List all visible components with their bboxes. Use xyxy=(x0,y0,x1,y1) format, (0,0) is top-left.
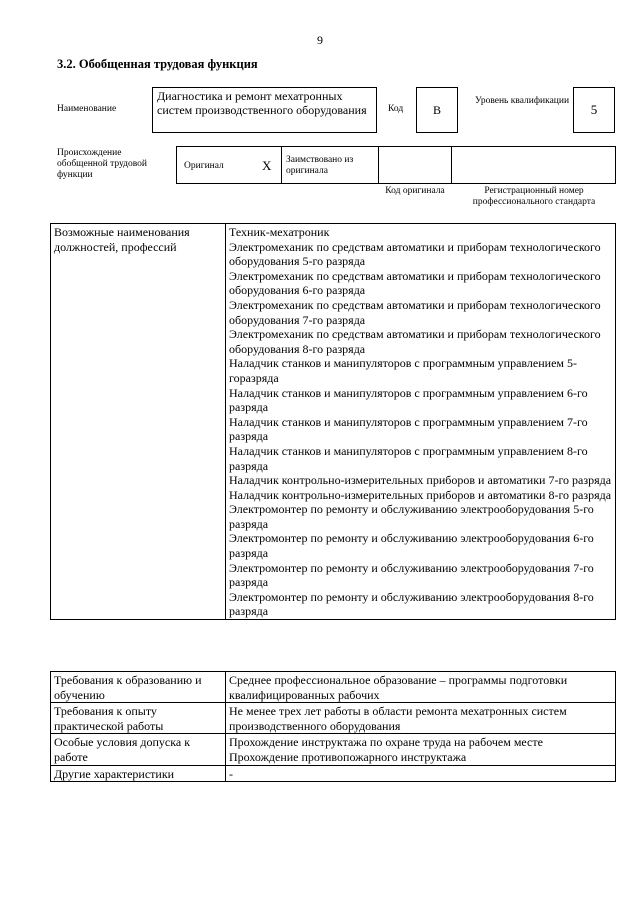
code-label: Код xyxy=(388,104,404,114)
position-item: Наладчик контрольно-измерительных приборов и автоматики 8-го разряда xyxy=(229,487,612,502)
code-original-caption: Код оригинала xyxy=(385,186,445,196)
requirement-label: Требования к образованию и обучению xyxy=(51,672,226,703)
positions-label: Возможные наименования должностей, профессий xyxy=(51,224,226,620)
position-item: Техник-мехатроник xyxy=(229,225,330,239)
position-item: Электромеханик по средствам автоматики и приборам технологического оборудования 7-го разряда xyxy=(229,297,601,327)
position-item: Наладчик станков и манипуляторов с программным управлением 8-го разряда xyxy=(229,443,588,473)
requirement-value-line: Среднее профессиональное образование – программы подготовки квалифицированных рабочих xyxy=(229,673,568,702)
position-item: Электромонтер по ремонту и обслуживанию электрооборудования 7-го разряда xyxy=(229,560,594,590)
level-value: 5 xyxy=(590,102,598,117)
level-value-box xyxy=(573,87,615,133)
original-label: Оригинал xyxy=(184,161,224,171)
requirement-value xyxy=(226,672,616,703)
requirement-value xyxy=(226,765,616,782)
table-row xyxy=(51,734,616,765)
position-item: Наладчик станков и манипуляторов с программным управлением 6-го разряда xyxy=(229,385,588,415)
position-item: Электромонтер по ремонту и обслуживанию электрооборудования 5-го разряда xyxy=(229,502,594,531)
original-mark: X xyxy=(262,158,272,173)
position-item: Электромонтер по ремонту и обслуживанию электрооборудования 6-го разряда xyxy=(229,531,594,561)
page-number: 9 xyxy=(317,33,323,47)
requirement-label: Другие характеристики xyxy=(51,765,226,782)
origin-divider-2 xyxy=(378,146,379,184)
position-item: Электромеханик по средствам автоматики и приборам технологического оборудования 8-го разряда xyxy=(229,327,601,356)
reg-number-caption: Регистрационный номер профессионального стандарта xyxy=(472,186,596,207)
name-value: Диагностика и ремонт мехатронных систем производственного оборудования xyxy=(157,89,367,117)
requirement-label: Требования к опыту практической работы xyxy=(51,703,226,734)
requirement-label: Особые условия допуска к работе xyxy=(51,734,226,765)
position-item: Наладчик станков и манипуляторов с программным управлением 5-горазряда xyxy=(229,356,578,385)
origin-divider-3 xyxy=(451,146,452,184)
position-item: Электромонтер по ремонту и обслуживанию электрооборудования 8-го разряда xyxy=(229,589,594,619)
position-item: Электромеханик по средствам автоматики и приборам технологического оборудования 5-го разряда xyxy=(229,239,601,269)
position-item: Наладчик контрольно-измерительных приборов и автоматики 7-го разряда xyxy=(229,473,612,488)
table-row xyxy=(51,703,616,734)
positions-table xyxy=(50,223,616,620)
code-value-box xyxy=(416,87,458,133)
level-label: Уровень квалификации xyxy=(474,96,570,106)
table-row xyxy=(51,224,616,620)
positions-list xyxy=(226,224,616,620)
requirement-value xyxy=(226,734,616,765)
requirement-value-line: Прохождение противопожарного инструктажа xyxy=(229,749,467,764)
position-item: Наладчик станков и манипуляторов с программным управлением 7-го разряда xyxy=(229,414,588,444)
origin-label: Происхождение обобщенной трудовой функции xyxy=(57,148,147,180)
origin-divider-1 xyxy=(281,146,282,184)
name-value-box xyxy=(152,87,377,133)
section-title: 3.2. Обобщенная трудовая функция xyxy=(57,57,258,71)
positions-items xyxy=(229,225,612,619)
origin-table xyxy=(176,146,616,184)
table-row xyxy=(51,672,616,703)
name-label: Наименование xyxy=(57,104,117,114)
requirements-table xyxy=(50,671,616,782)
borrowed-label: Заимствовано из оригинала xyxy=(286,155,354,176)
position-item: Электромеханик по средствам автоматики и приборам технологического оборудования 6-го разряда xyxy=(229,268,601,298)
table-row xyxy=(51,765,616,782)
requirement-value-line: Прохождение инструктажа по охране труда на рабочем месте xyxy=(229,735,543,750)
requirement-value xyxy=(226,703,616,734)
requirement-value-line: Не менее трех лет работы в области ремонта мехатронных систем производственного оборудования xyxy=(229,704,567,733)
code-value: B xyxy=(432,103,441,117)
requirement-value-line: - xyxy=(229,766,233,781)
